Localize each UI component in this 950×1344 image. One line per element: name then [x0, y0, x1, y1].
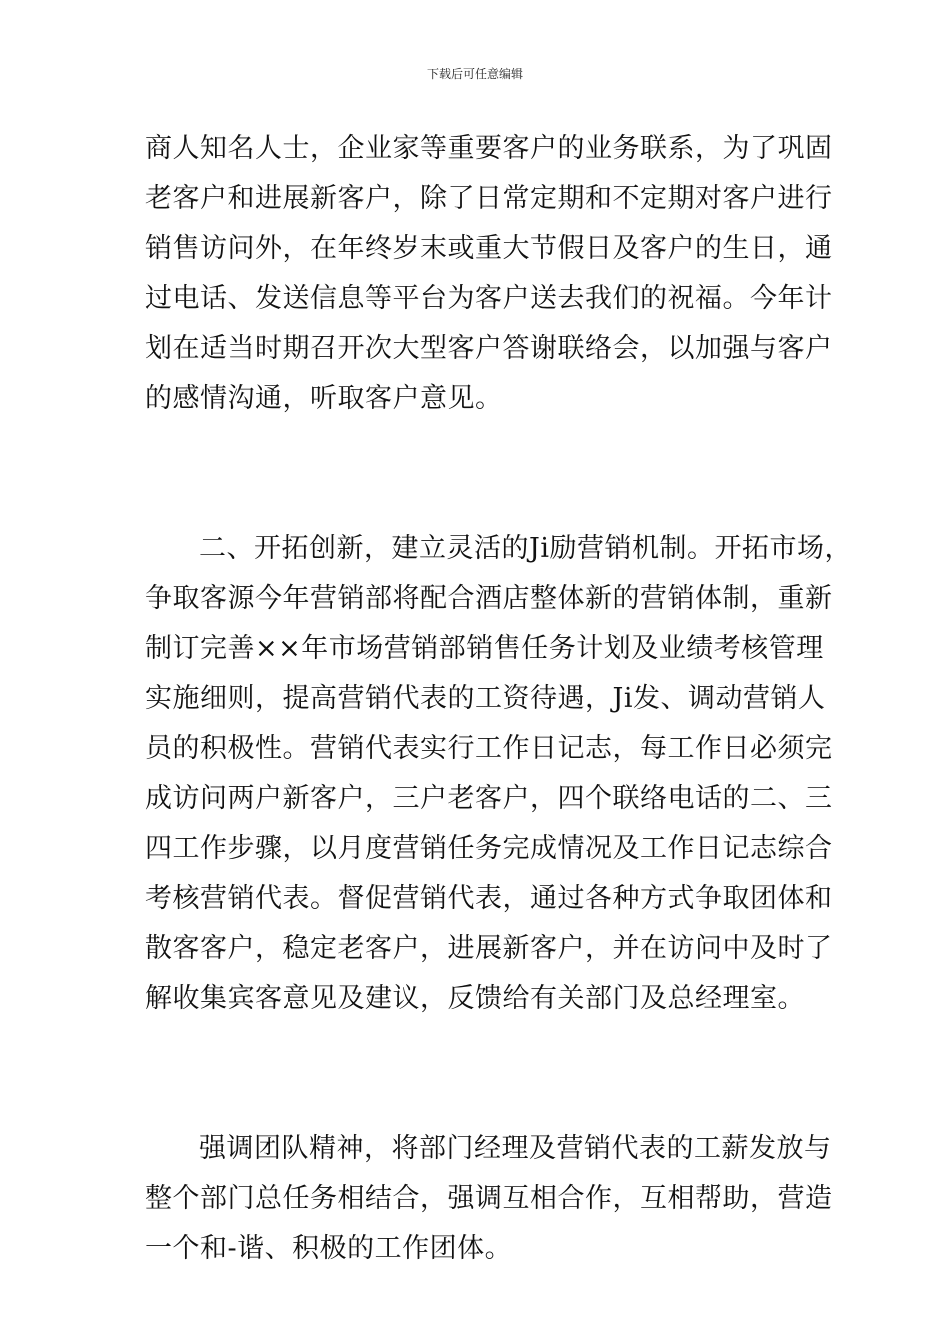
page-header: 下载后可任意编辑 [426, 67, 523, 81]
text-line: 一个和-谐、积极的工作团体。 [145, 1233, 513, 1264]
paragraph-gap [145, 424, 825, 474]
text-line: 划在适当时期召开次大型客户答谢联络会，以加强与客户 [145, 333, 833, 364]
paragraph-2 [145, 524, 852, 1024]
text-line: 二、开拓创新，建立灵活的Ji励营销机制。开拓市场， [199, 533, 852, 564]
text-line: 的感情沟通，听取客户意见。 [145, 383, 503, 414]
text-line: 强调团队精神，将部门经理及营销代表的工薪发放与 [199, 1133, 832, 1164]
text-line: 员的积极性。营销代表实行工作日记志，每工作日必须完 [145, 733, 833, 764]
text-line: 四工作步骤，以月度营销任务完成情况及工作日记志综合 [145, 833, 833, 864]
text-line: 老客户和进展新客户，除了日常定期和不定期对客户进行 [145, 183, 833, 214]
text-line: 整个部门总任务相结合，强调互相合作，互相帮助，营造 [145, 1183, 833, 1214]
paragraph-gap [145, 474, 825, 524]
text-line: 制订完善××年市场营销部销售任务计划及业绩考核管理 [145, 633, 824, 664]
paragraph-3 [145, 1124, 833, 1274]
text-line: 过电话、发送信息等平台为客户送去我们的祝福。今年计 [145, 283, 833, 314]
paragraph-1 [145, 124, 833, 424]
text-line: 商人知名人士，企业家等重要客户的业务联系，为了巩固 [145, 133, 833, 164]
text-line: 成访问两户新客户，三户老客户，四个联络电话的二、三 [145, 783, 833, 814]
document-body [145, 124, 852, 1274]
paragraph-gap [145, 1074, 825, 1124]
text-line: 考核营销代表。督促营销代表，通过各种方式争取团体和 [145, 883, 833, 914]
text-line: 解收集宾客意见及建议，反馈给有关部门及总经理室。 [145, 983, 805, 1014]
text-line: 销售访问外，在年终岁末或重大节假日及客户的生日，通 [145, 233, 833, 264]
paragraph-gap [145, 1024, 825, 1074]
text-line: 争取客源今年营销部将配合酒店整体新的营销体制，重新 [145, 583, 833, 614]
text-line: 散客客户，稳定老客户，进展新客户，并在访问中及时了 [145, 933, 833, 964]
text-line: 实施细则，提高营销代表的工资待遇，Ji发、调动营销人 [145, 683, 826, 714]
